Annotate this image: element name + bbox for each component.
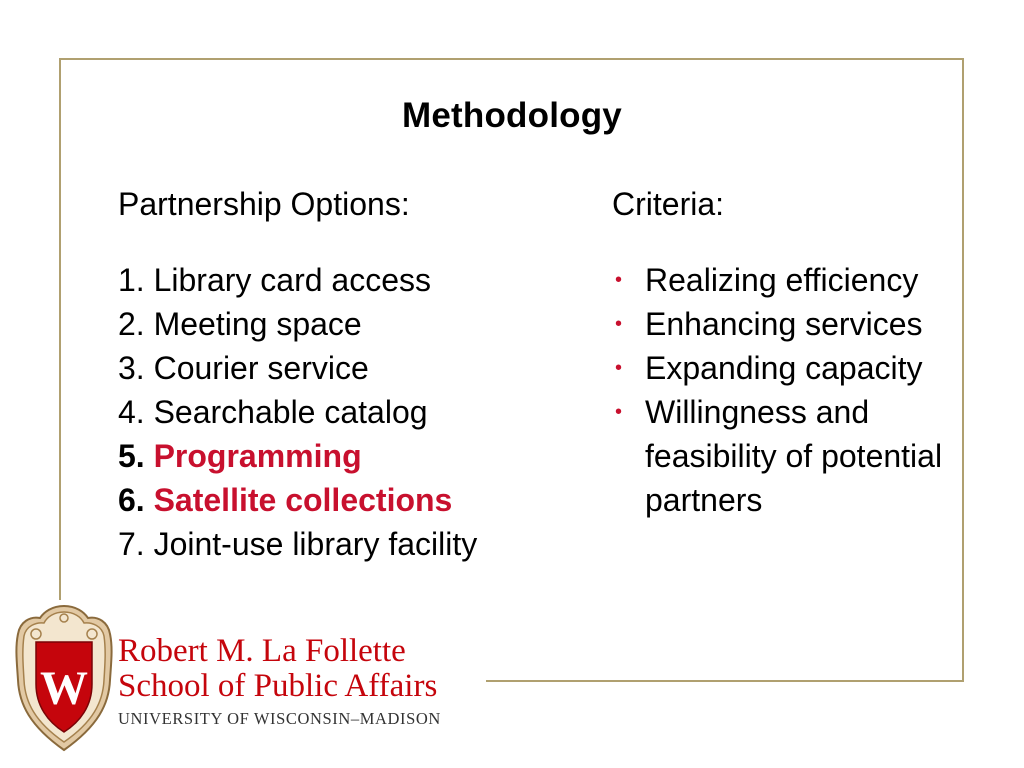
criteria-list — [612, 258, 965, 522]
criteria-text: Realizing efficiency — [645, 262, 919, 298]
criteria-item — [612, 346, 965, 390]
option-number: 3. — [118, 350, 145, 386]
criteria-item — [612, 390, 965, 522]
logo-line-1: Robert M. La Follette — [118, 633, 406, 669]
partnership-options-heading: Partnership Options: — [118, 186, 410, 222]
criteria-item — [612, 258, 965, 302]
logo-line-3: UNIVERSITY OF WISCONSIN–MADISON — [118, 709, 441, 728]
option-text: Courier service — [153, 350, 369, 386]
option-number: 7. — [118, 526, 145, 562]
bullet-icon: • — [615, 269, 623, 291]
option-item — [118, 522, 477, 566]
criteria-item — [612, 302, 965, 346]
option-text: Searchable catalog — [153, 394, 428, 430]
option-number: 4. — [118, 394, 145, 430]
option-number: 5. — [118, 438, 145, 474]
option-number: 2. — [118, 306, 145, 342]
option-number: 1. — [118, 262, 145, 298]
option-text: Meeting space — [153, 306, 362, 342]
criteria-text: Expanding capacity — [645, 350, 923, 386]
option-text: Joint-use library facility — [153, 526, 478, 562]
partnership-options-list — [118, 258, 477, 566]
bullet-icon: • — [615, 313, 623, 335]
option-item — [118, 346, 477, 390]
option-text: Satellite collections — [153, 482, 453, 518]
bullet-icon: • — [615, 357, 623, 379]
option-item — [118, 258, 477, 302]
logo-line-2: School of Public Affairs — [118, 668, 438, 704]
option-text: Library card access — [153, 262, 432, 298]
option-item — [118, 390, 477, 434]
option-text: Programming — [153, 438, 362, 474]
option-item-highlighted — [118, 434, 477, 478]
criteria-text: Willingness and feasibility of potential partners — [645, 394, 943, 518]
svg-text:W: W — [40, 662, 88, 715]
option-number: 6. — [118, 482, 145, 518]
option-item — [118, 302, 477, 346]
slide-title: Methodology — [402, 96, 622, 135]
criteria-heading: Criteria: — [612, 186, 725, 222]
bullet-icon: • — [615, 401, 623, 423]
uw-crest-icon — [14, 604, 114, 752]
criteria-text: Enhancing services — [645, 306, 923, 342]
option-item-highlighted — [118, 478, 477, 522]
